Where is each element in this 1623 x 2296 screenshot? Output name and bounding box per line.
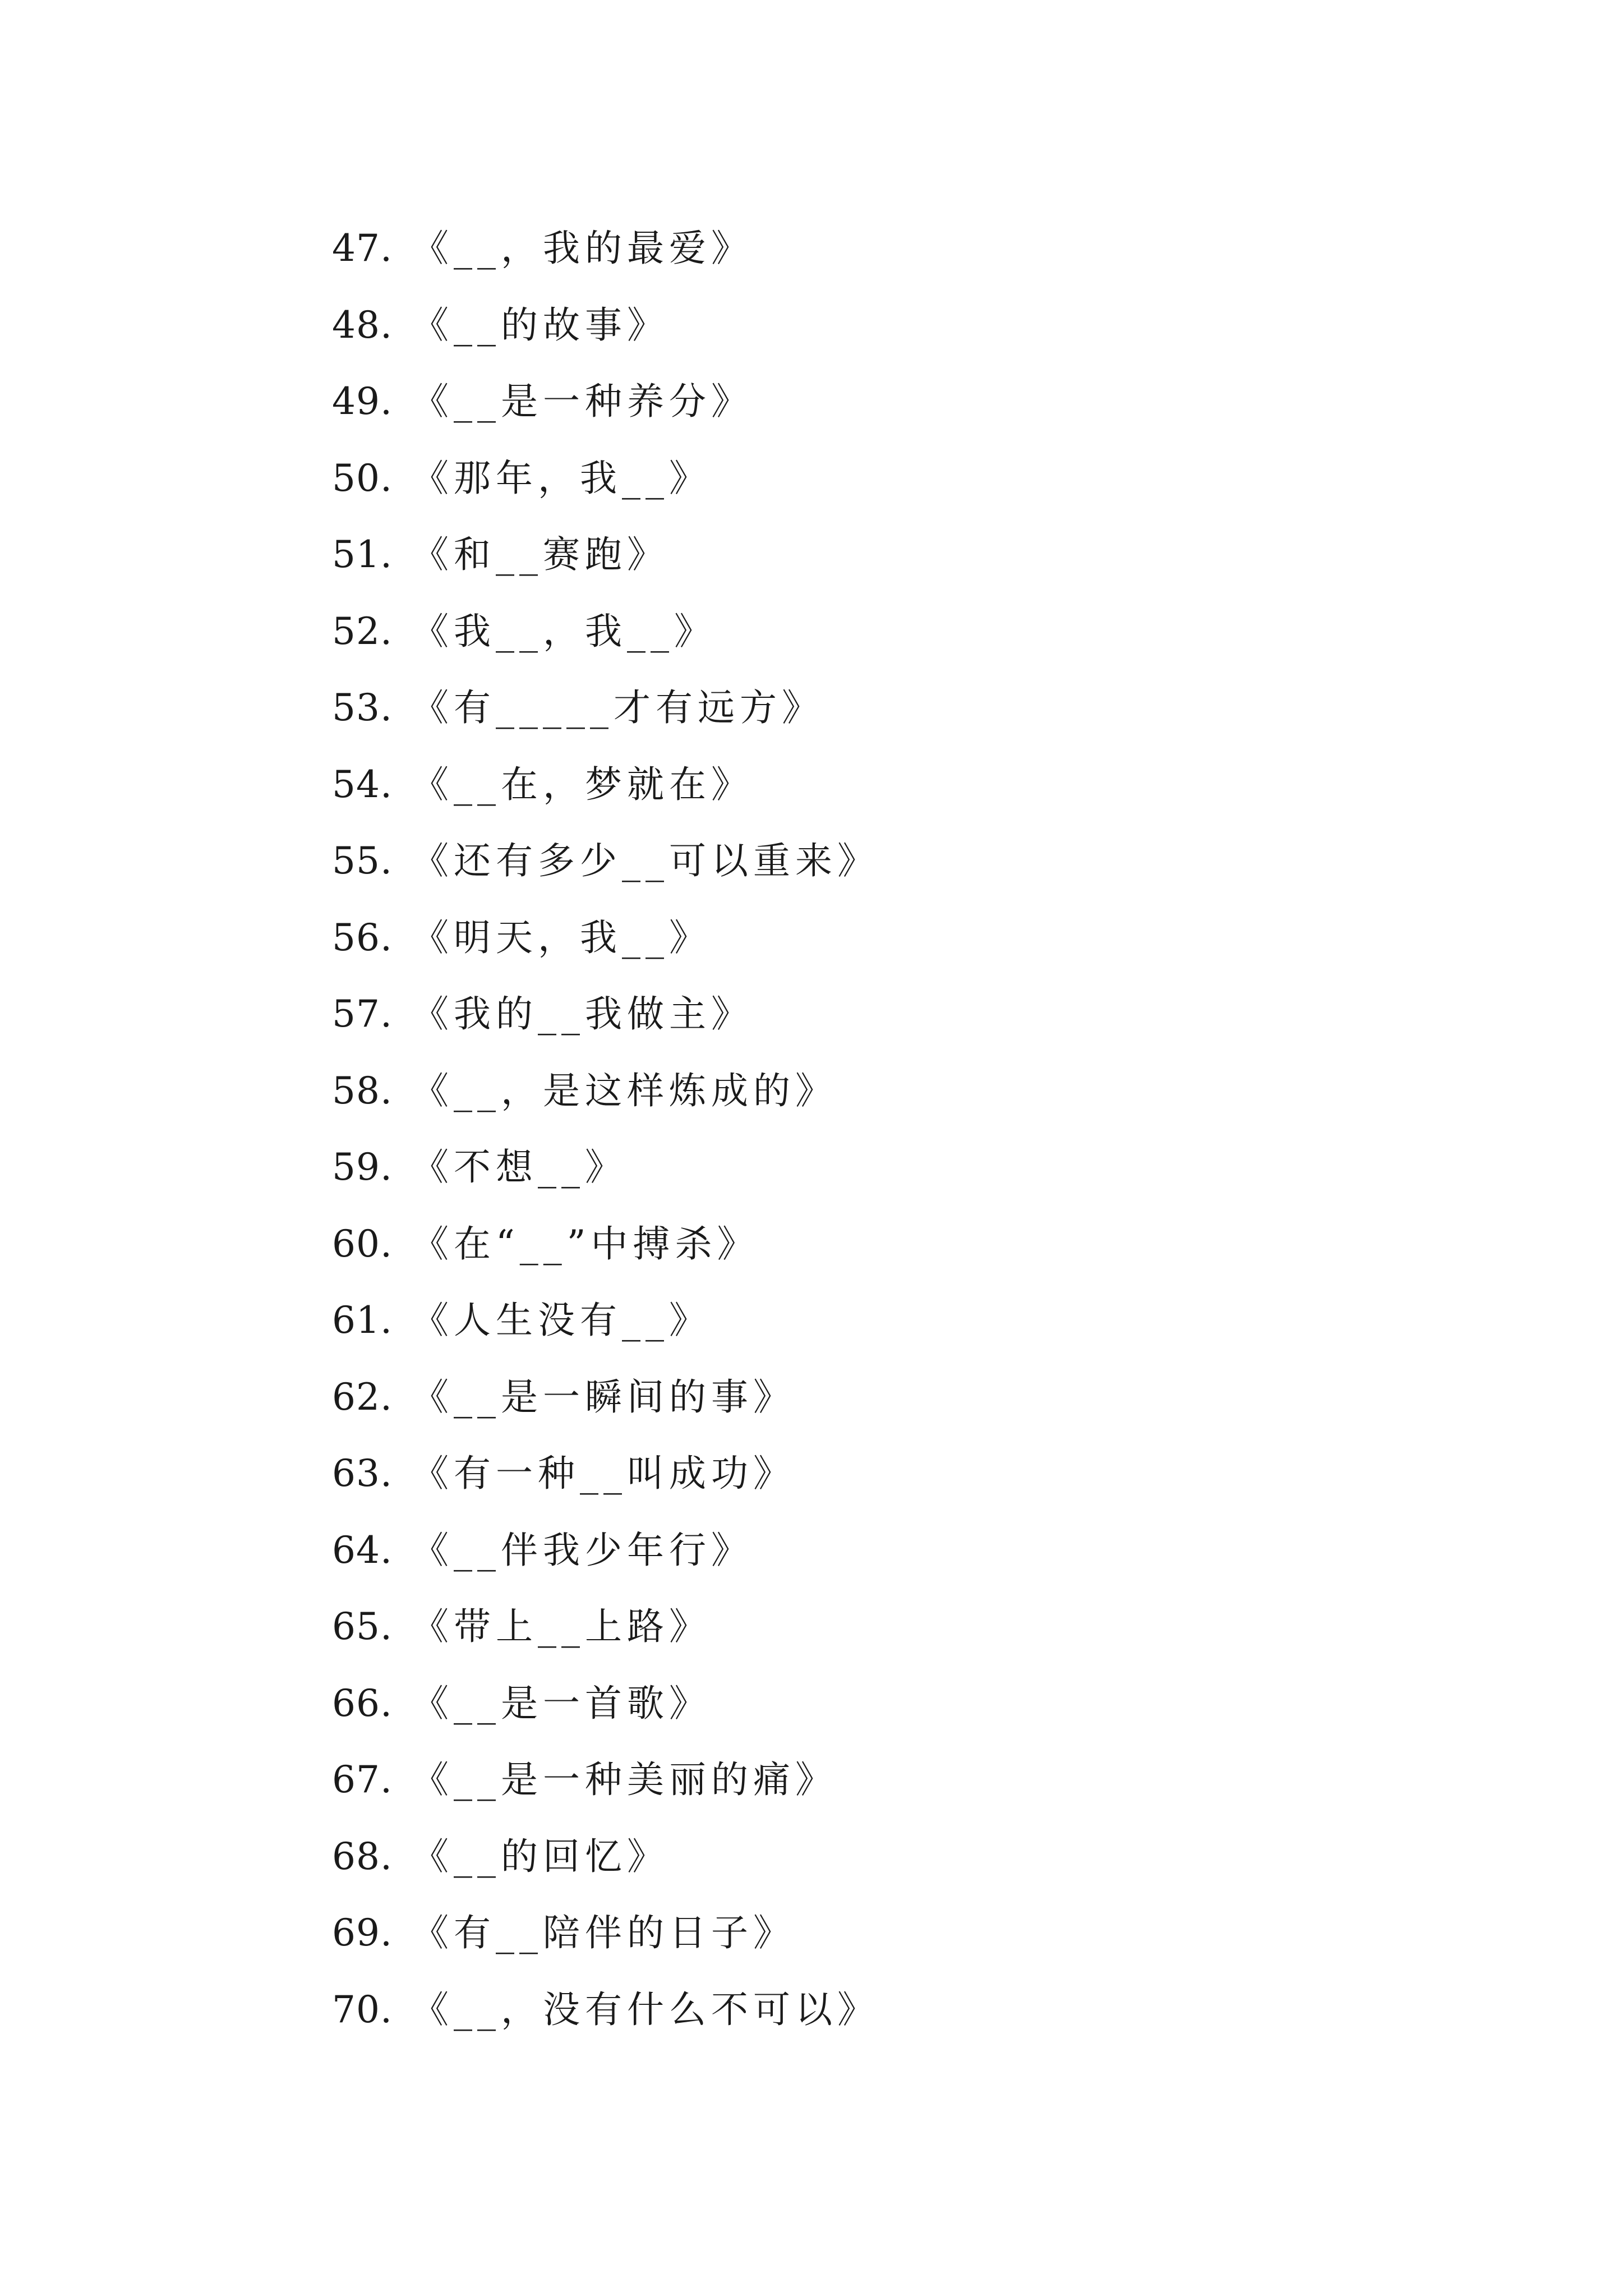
item-number: 56. (332, 915, 393, 959)
item-title: 《带上__上路》 (412, 1605, 711, 1648)
item-title: 《__，是这样炼成的》 (412, 1069, 837, 1112)
item-number: 48. (332, 303, 393, 347)
item-number: 69. (332, 1911, 393, 1954)
item-number: 64. (332, 1528, 393, 1572)
list-item (332, 1972, 879, 2049)
item-number: 53. (332, 686, 393, 729)
item-number: 70. (332, 1987, 393, 2031)
list-item (332, 1589, 879, 1665)
list-item (332, 517, 879, 593)
list-item (332, 210, 879, 287)
list-item (332, 1053, 879, 1130)
item-title: 《不想__》 (412, 1145, 627, 1189)
list-item (332, 364, 879, 440)
item-title: 《__，没有什么不可以》 (412, 1987, 879, 2031)
item-number: 61. (332, 1299, 393, 1342)
list-item (332, 287, 879, 364)
item-title: 《__，我的最爱》 (412, 227, 753, 270)
item-title: 《__的回忆》 (412, 1834, 669, 1878)
item-number: 47. (332, 227, 393, 270)
item-number: 62. (332, 1375, 393, 1419)
item-title: 《有__陪伴的日子》 (412, 1911, 795, 1954)
item-number: 66. (332, 1681, 393, 1725)
item-number: 68. (332, 1834, 393, 1878)
list-item (332, 670, 879, 747)
list-item (332, 823, 879, 900)
list-item (332, 1129, 879, 1206)
list-item (332, 1282, 879, 1359)
item-title: 《我__，我__》 (412, 609, 716, 653)
item-title: 《我的__我做主》 (412, 992, 753, 1036)
list-item (332, 1895, 879, 1972)
item-title: 《__的故事》 (412, 303, 669, 347)
item-title: 《__在，梦就在》 (412, 762, 753, 806)
item-title: 《__是一瞬间的事》 (412, 1375, 795, 1419)
item-title: 《那年，我__》 (412, 456, 711, 500)
item-number: 67. (332, 1758, 393, 1801)
list-item (332, 747, 879, 823)
item-number: 58. (332, 1069, 393, 1112)
item-number: 60. (332, 1222, 393, 1266)
item-title: 《__伴我少年行》 (412, 1528, 753, 1572)
item-title: 《有_____才有远方》 (412, 686, 824, 729)
list-item (332, 593, 879, 670)
item-number: 49. (332, 380, 393, 423)
item-title: 《__是一种养分》 (412, 380, 753, 423)
item-title: 《和__赛跑》 (412, 533, 669, 576)
item-number: 65. (332, 1605, 393, 1648)
list-item (332, 1206, 879, 1283)
list-item (332, 1512, 879, 1589)
item-title: 《还有多少__可以重来》 (412, 839, 879, 882)
item-title: 《明天，我__》 (412, 915, 711, 959)
item-title: 《__是一首歌》 (412, 1681, 711, 1725)
item-number: 52. (332, 609, 393, 653)
list-item (332, 976, 879, 1053)
list-item (332, 1359, 879, 1436)
list-item (332, 1665, 879, 1742)
item-title: 《__是一种美丽的痛》 (412, 1758, 837, 1801)
item-number: 63. (332, 1452, 393, 1495)
item-title: 《在“__”中搏杀》 (412, 1222, 759, 1266)
list-item (332, 900, 879, 977)
item-number: 59. (332, 1145, 393, 1189)
item-number: 54. (332, 762, 393, 806)
list-item (332, 1742, 879, 1819)
item-title: 《人生没有__》 (412, 1299, 711, 1342)
item-number: 50. (332, 456, 393, 500)
item-number: 57. (332, 992, 393, 1036)
item-number: 55. (332, 839, 393, 882)
list-item (332, 440, 879, 517)
item-title: 《有一种__叫成功》 (412, 1452, 795, 1495)
essay-title-list (332, 210, 879, 2048)
list-item (332, 1819, 879, 1895)
list-item (332, 1435, 879, 1512)
item-number: 51. (332, 533, 393, 576)
